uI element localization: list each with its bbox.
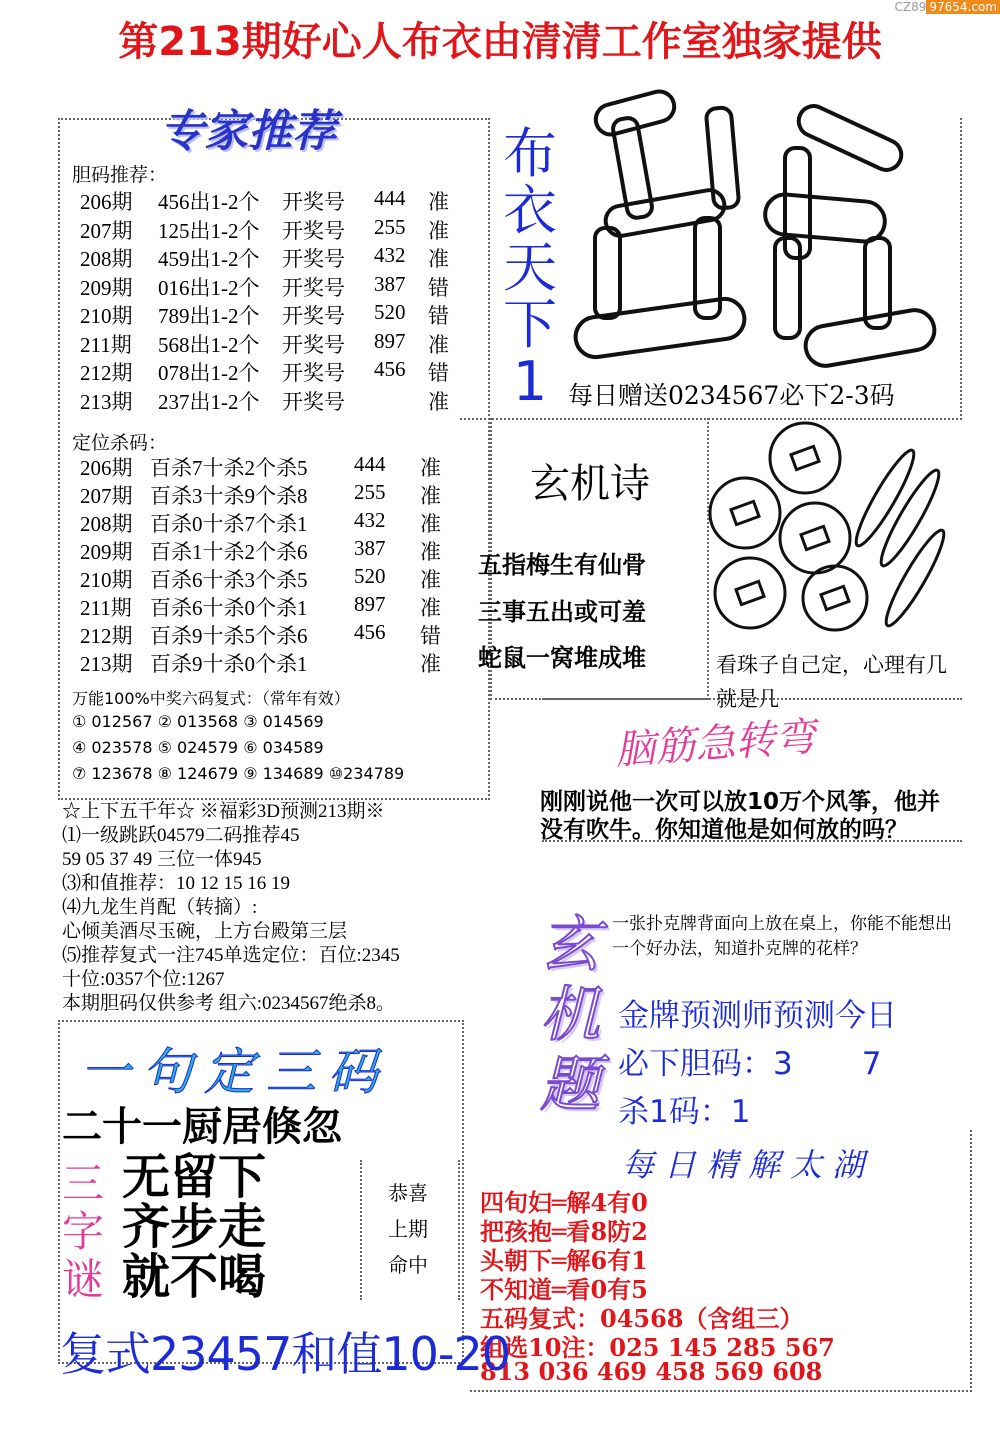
poem-line: 蛇鼠一窝堆成堆 [478,644,646,672]
dan-cell: 开奖号 [282,218,345,243]
answer-line: 无留下 [122,1149,267,1205]
history-line: 心倾美酒尽玉碗，上方台殿第三层 [62,921,348,942]
dan-result: 错 [428,304,449,328]
dan-cell: 开奖号 [282,304,345,328]
taihu-line: 五码复式：04568（含组三） [480,1304,804,1333]
gold-predictor-line: 杀1码：1 [618,1094,751,1130]
kill-cell: 208期 [80,512,133,536]
puzzle-question: 一张扑克牌背面向上放在桌上，你能不能想出一个好办法，知道扑克牌的花样？ [612,914,952,959]
kill-cell: 387 [354,536,386,560]
dan-cell: 520 [374,300,406,324]
dan-cell: 211期 [80,332,132,357]
kill-cell: 209期 [80,540,133,564]
kill-cell: 百杀1十杀2个杀6 [150,540,308,564]
poem-line: 三事五出或可羞 [478,598,646,626]
watermark-site: 97654.com [926,0,1000,14]
dan-cell: 456 [374,357,406,381]
dan-result: 准 [428,389,449,414]
history-line: 本期胆码仅供参考 组六:0234567绝杀8。 [62,993,396,1014]
history-line: ⑴一级跳跃04579二码推荐45 [62,825,300,846]
kill-result: 准 [420,596,441,620]
dan-label: 胆码推荐： [72,164,168,186]
gold-predictor-line: 金牌预测师预测今日 [618,998,897,1034]
dan-cell: 开奖号 [282,190,345,214]
six-code-line: ④ 023578 ⑤ 024579 ⑥ 034589 [72,738,324,757]
kill-result: 准 [420,484,441,508]
kill-cell: 897 [354,592,386,616]
kill-result: 错 [420,624,441,648]
kill-cell: 百杀3十杀9个杀8 [150,484,308,508]
six-code-title: 万能100%中奖六码复式：（常年有效） [72,689,350,708]
dan-cell: 206期 [80,190,133,214]
congrats-note [378,1175,438,1283]
answer-line: 齐步走 [122,1199,267,1255]
dan-cell: 568出1-2个 [158,332,260,357]
kill-cell: 444 [354,452,386,476]
buyi-vertical-title: 布衣天下1 [503,122,557,413]
kill-cell: 210期 [80,568,133,592]
kill-cell: 212期 [80,624,133,648]
six-code-line: ① 012567 ② 013568 ③ 014569 [72,712,324,731]
page-title: 第213期好心人布衣由清清工作室独家提供 [118,19,882,65]
kill-cell: 百杀6十杀0个杀1 [150,596,308,620]
dan-cell: 432 [374,243,406,267]
dan-result: 准 [428,190,449,214]
puzzle-title: 玄机题 [540,910,600,1120]
kill-result: 准 [420,456,441,480]
coin-note: 看珠子自己定，心理有几就是几 [716,653,947,711]
coins-drawing [705,418,960,646]
brain-teaser-title: 脑筋急转弯 [613,714,817,774]
sanzi-label: 三字谜 [62,1159,105,1304]
dan-cell: 开奖号 [282,275,345,300]
six-code-line: ⑦ 123678 ⑧ 124679 ⑨ 134689 ⑩234789 [72,764,405,783]
dan-cell: 078出1-2个 [158,361,260,385]
congrats-line: 恭喜 [388,1181,428,1205]
dan-result: 准 [428,218,449,243]
dan-result: 错 [428,275,449,300]
taihu-line: 头朝下═解6有1 [480,1246,648,1275]
yiju-title: 一句定三码 [80,1043,390,1101]
dan-cell: 开奖号 [282,247,345,271]
history-line: 十位:0357个位:1267 [62,969,225,990]
taihu-line: 组选10注：025 145 285 567 [480,1333,835,1362]
dan-result: 错 [428,361,449,385]
history-line: 59 05 37 49 三位一体945 [62,849,262,870]
watermark-prefix: CZ89 [894,0,927,14]
kill-cell: 213期 [80,652,133,676]
expert-heading: 专家推荐 [160,106,336,157]
taihu-line: 四旬妇═解4有0 [480,1188,648,1217]
dan-cell: 387 [374,271,406,296]
taihu-line: 不知道═看0有5 [480,1275,648,1304]
kill-result: 准 [420,652,441,676]
kill-cell: 432 [354,508,386,532]
daily-gift: 每日赠送0234567必下2-3码 [568,381,895,410]
kill-cell: 255 [354,480,386,504]
kill-cell: 百杀9十杀5个杀6 [150,624,308,648]
dan-result: 准 [428,247,449,271]
history-line: ☆上下五千年☆ ※福彩3D预测213期※ [62,801,385,822]
gold-predictor-line: 必下胆码：3 7 [618,1046,882,1082]
dan-cell: 444 [374,186,406,210]
dan-cell: 213期 [80,389,133,414]
poem-title: 玄机诗 [530,461,650,507]
dan-cell: 255 [374,214,406,239]
kill-cell: 207期 [80,484,133,508]
kill-cell: 百杀7十杀2个杀5 [150,456,308,480]
dan-cell: 开奖号 [282,361,345,385]
kill-cell: 百杀6十杀3个杀5 [150,568,308,592]
kill-result: 准 [420,568,441,592]
dan-cell: 897 [374,328,406,353]
dan-cell: 237出1-2个 [158,389,260,414]
dan-cell: 开奖号 [282,332,345,357]
riddle-answer [122,1149,347,1305]
number-86-drawing [565,78,960,378]
dan-cell: 209期 [80,275,133,300]
idiom-riddle: 二十一厨居倏忽 [62,1104,342,1150]
history-line: ⑸推荐复式一注745单选定位：百位:2345 [62,945,400,966]
dan-cell: 125出1-2个 [158,218,260,243]
history-line: ⑷九龙生肖配（转摘）: [62,897,258,918]
kill-cell: 456 [354,620,386,644]
taihu-line: 把孩抱═看8防2 [480,1217,648,1246]
dan-cell: 开奖号 [282,389,345,414]
kill-result: 准 [420,512,441,536]
dan-cell: 210期 [80,304,133,328]
dan-cell: 789出1-2个 [158,304,260,328]
dan-cell: 459出1-2个 [158,247,260,271]
dan-cell: 212期 [80,361,133,385]
congrats-line: 命中 [388,1253,428,1277]
history-line: ⑶和值推荐：10 12 15 16 19 [62,873,291,894]
brain-teaser-question: 刚刚说他一次可以放10万个风筝，他并没有吹牛。你知道他是如何放的吗？ [540,789,941,843]
taihu-line: 813 036 469 458 569 608 [480,1357,823,1386]
poem-line: 五指梅生有仙骨 [478,551,646,579]
kill-cell: 百杀0十杀7个杀1 [150,512,308,536]
dan-result: 准 [428,332,449,357]
taihu-title: 每日精解太湖 [622,1146,875,1184]
kill-label: 定位杀码： [72,432,168,454]
fushi-sum: 复式23457和值10-20 [60,1327,510,1381]
kill-cell: 百杀9十杀0个杀1 [150,652,308,676]
answer-line: 就不喝 [122,1249,267,1305]
congrats-line: 上期 [388,1217,428,1241]
dan-cell: 016出1-2个 [158,275,260,300]
kill-cell: 211期 [80,596,132,620]
kill-result: 准 [420,540,441,564]
dan-cell: 456出1-2个 [158,190,260,214]
kill-cell: 206期 [80,456,133,480]
dan-cell: 207期 [80,218,133,243]
kill-cell: 520 [354,564,386,588]
dan-cell: 208期 [80,247,133,271]
